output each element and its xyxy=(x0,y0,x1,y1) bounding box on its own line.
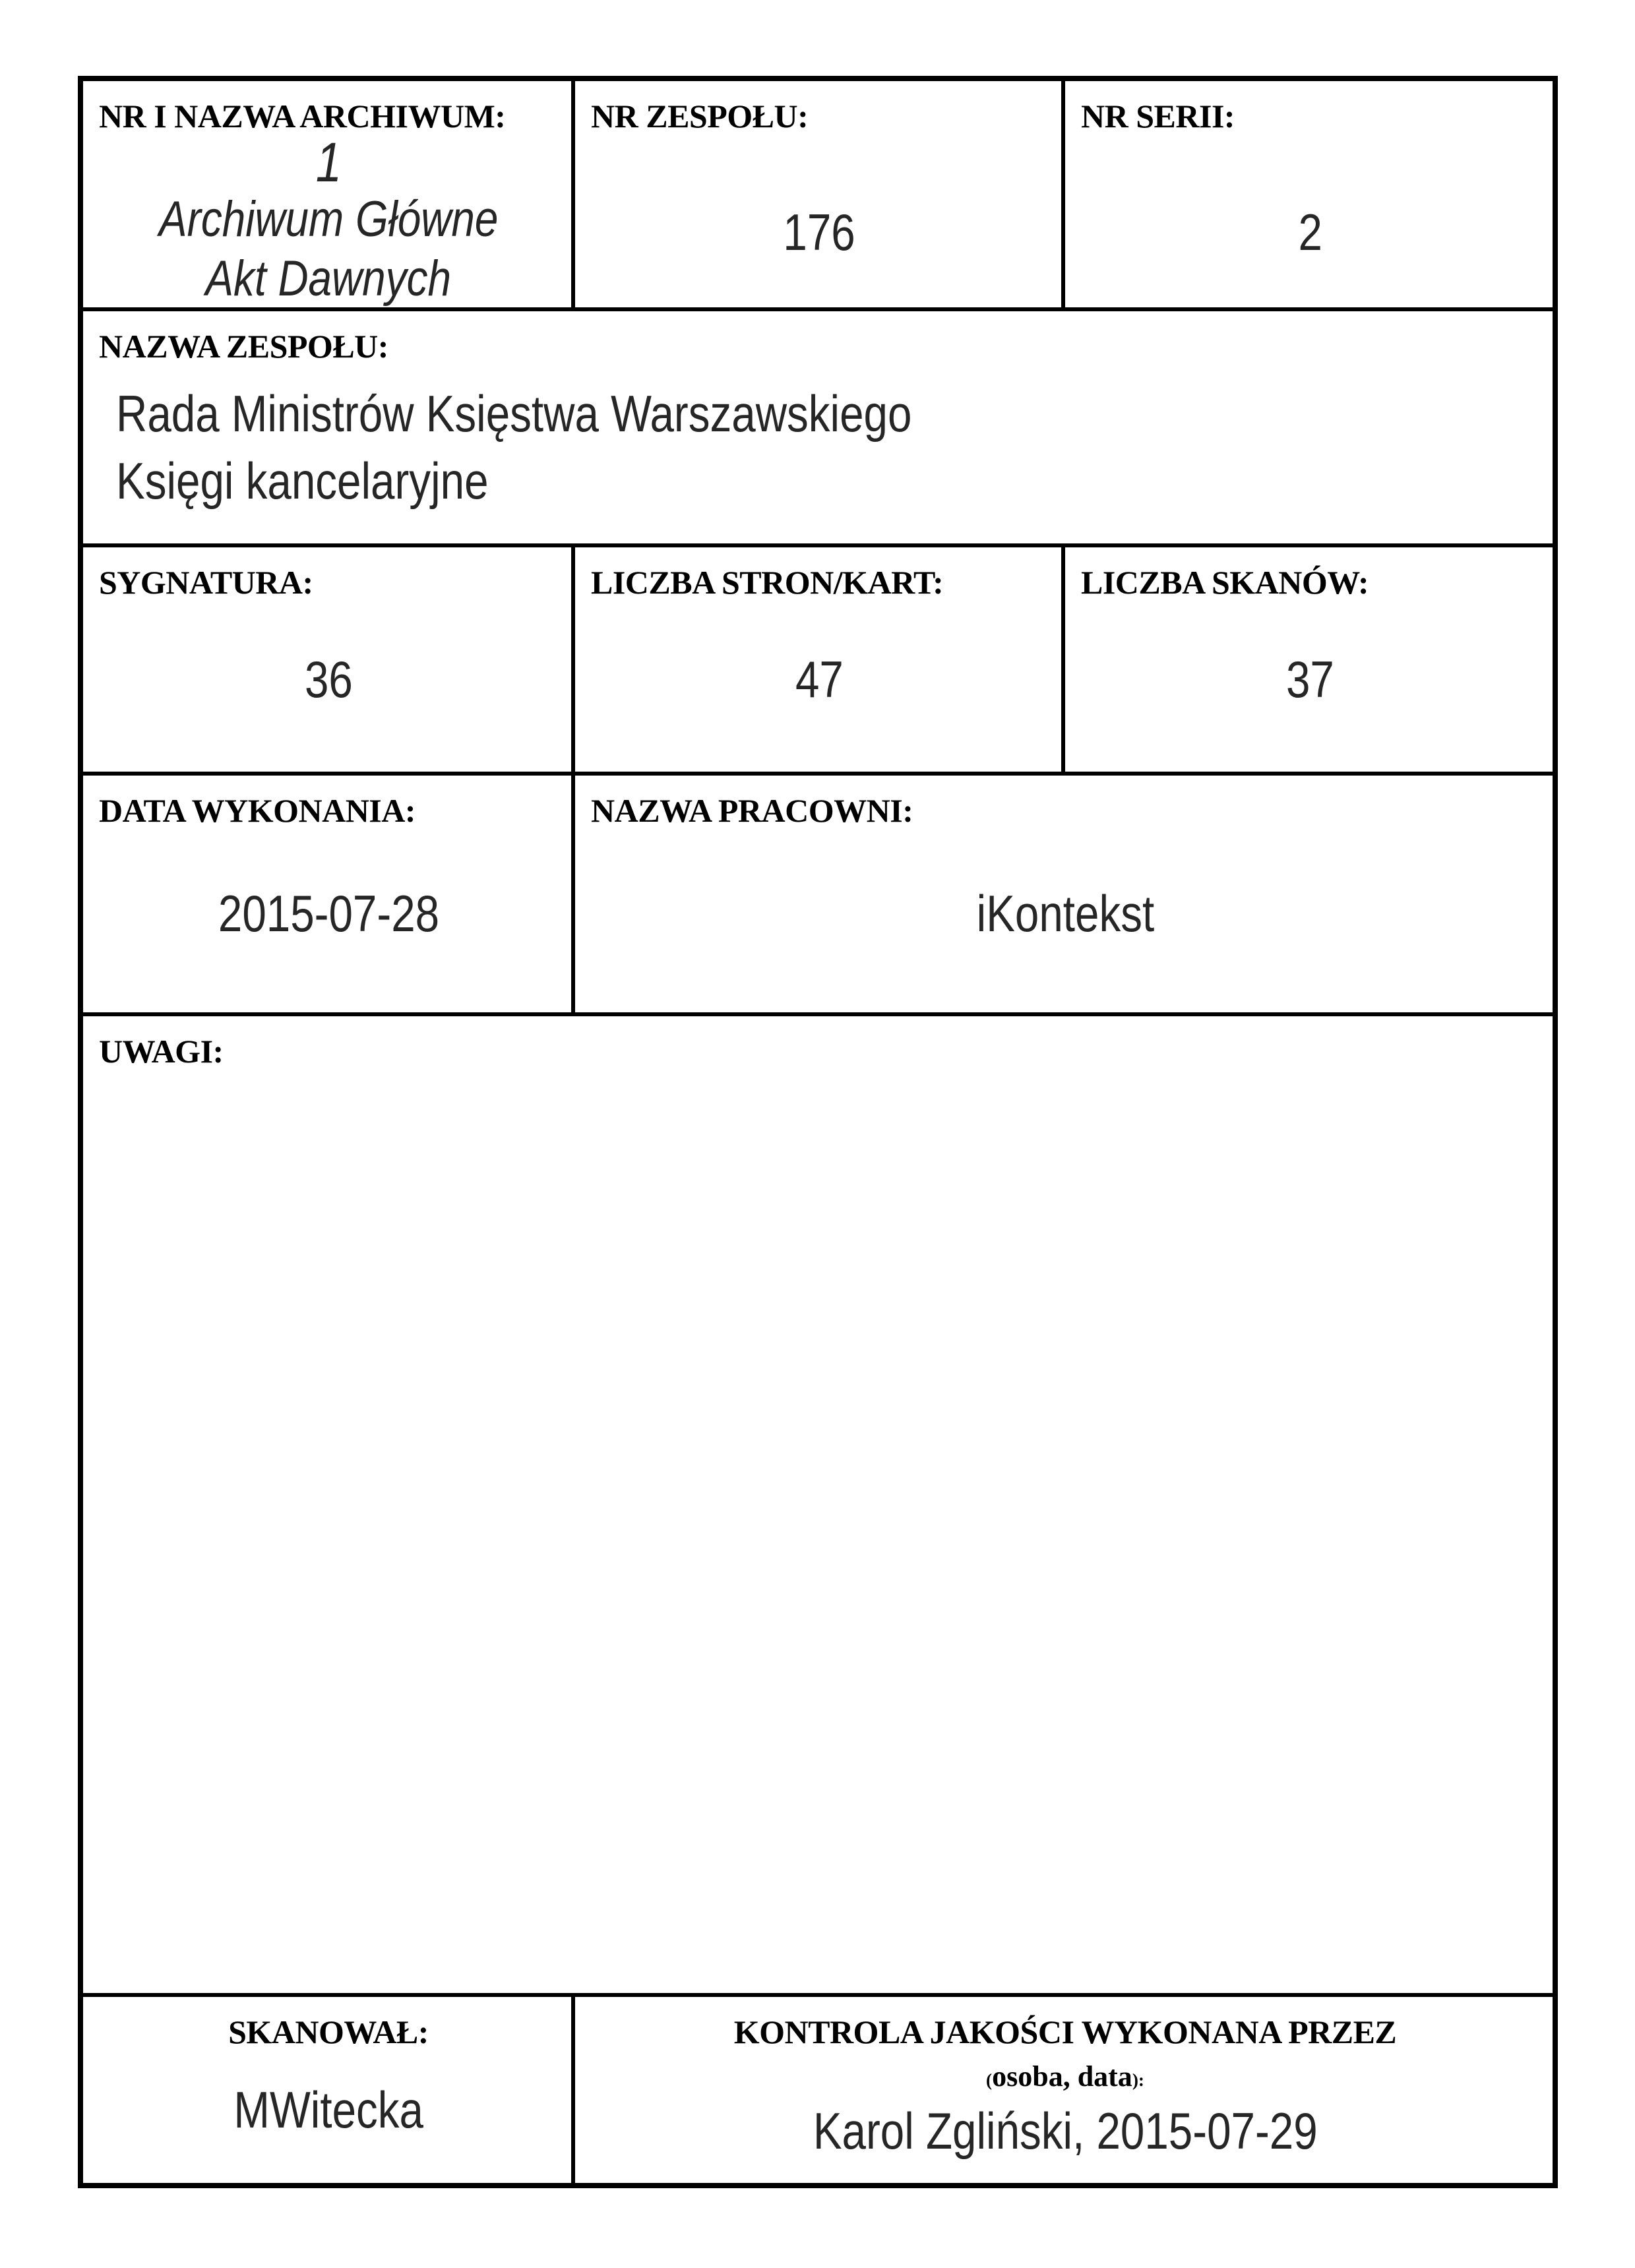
quality-control-sublabel-open: ( xyxy=(986,2070,993,2090)
series-number-value: 2 xyxy=(1298,203,1322,262)
fonds-name-value-area xyxy=(99,365,1539,530)
cell-studio-name xyxy=(575,776,1553,1012)
pages-count-label: LICZBA STRON/KART: xyxy=(591,564,944,601)
cell-fonds-number xyxy=(575,81,1065,307)
scanned-by-label: SKANOWAŁ: xyxy=(228,2013,429,2050)
pages-count-value-area xyxy=(591,601,1048,758)
cell-signature xyxy=(83,547,575,772)
signature-value-area xyxy=(99,601,558,758)
archive-name-line2: Akt Dawnych xyxy=(205,250,452,307)
row-fonds-name xyxy=(83,311,1553,547)
studio-name-value-area xyxy=(591,829,1539,999)
archive-name-line1: Archiwum Główne xyxy=(158,191,499,247)
execution-date-label: DATA WYKONANIA: xyxy=(99,792,416,829)
row-counts xyxy=(83,547,1553,776)
cell-scans-count xyxy=(1065,547,1553,772)
cell-execution-date xyxy=(83,776,575,1012)
fonds-name-label: NAZWA ZESPOŁU: xyxy=(99,328,388,365)
quality-control-label: KONTROLA JAKOŚCI WYKONANA PRZEZ xyxy=(733,2013,1397,2050)
fonds-number-label: NR ZESPOŁU: xyxy=(591,98,809,135)
row-archive-info xyxy=(83,81,1553,311)
scanned-by-value: MWitecka xyxy=(233,2080,423,2139)
scans-count-label: LICZBA SKANÓW: xyxy=(1081,564,1369,601)
fonds-name-line2: Księgi kancelaryjne xyxy=(116,451,489,510)
cell-fonds-name xyxy=(83,311,1553,543)
signature-label: SYGNATURA: xyxy=(99,564,313,601)
metadata-table xyxy=(78,76,1558,2188)
archive-label: NR I NAZWA ARCHIWUM: xyxy=(99,98,506,135)
execution-date-value-area xyxy=(99,829,558,999)
row-execution xyxy=(83,776,1553,1016)
series-number-value-area xyxy=(1081,135,1539,294)
cell-scanned-by xyxy=(83,1997,575,2183)
execution-date-value: 2015-07-28 xyxy=(218,884,439,943)
fonds-number-value: 176 xyxy=(783,203,856,262)
quality-control-sublabel-text: osoba, data xyxy=(992,2060,1132,2093)
archive-number: 1 xyxy=(315,131,342,193)
quality-control-sublabel-close: ): xyxy=(1132,2070,1144,2090)
quality-control-sublabel xyxy=(591,2060,1539,2093)
cell-series-number xyxy=(1065,81,1553,307)
fonds-name-line1: Rada Ministrów Księstwa Warszawskiego xyxy=(116,384,912,443)
row-signoff xyxy=(83,1997,1553,2183)
cell-pages-count xyxy=(575,547,1065,772)
cell-quality-control xyxy=(575,1997,1553,2183)
remarks-label: UWAGI: xyxy=(99,1033,224,1070)
quality-control-value: Karol Zgliński, 2015-07-29 xyxy=(813,2102,1318,2161)
remarks-value-area xyxy=(99,1070,1539,1980)
fonds-number-value-area xyxy=(591,135,1048,294)
signature-value: 36 xyxy=(304,650,353,708)
archive-value-area xyxy=(99,131,558,307)
row-remarks xyxy=(83,1016,1553,1997)
cell-remarks xyxy=(83,1016,1553,1993)
studio-name-value: iKontekst xyxy=(976,884,1154,943)
scans-count-value-area xyxy=(1081,601,1539,758)
pages-count-value: 47 xyxy=(795,650,844,708)
studio-name-label: NAZWA PRACOWNI: xyxy=(591,792,913,829)
scans-count-value: 37 xyxy=(1286,650,1334,708)
quality-control-value-area xyxy=(591,2093,1539,2170)
series-number-label: NR SERII: xyxy=(1081,98,1235,135)
cell-archive xyxy=(83,81,575,307)
scanned-by-value-area xyxy=(99,2050,558,2170)
